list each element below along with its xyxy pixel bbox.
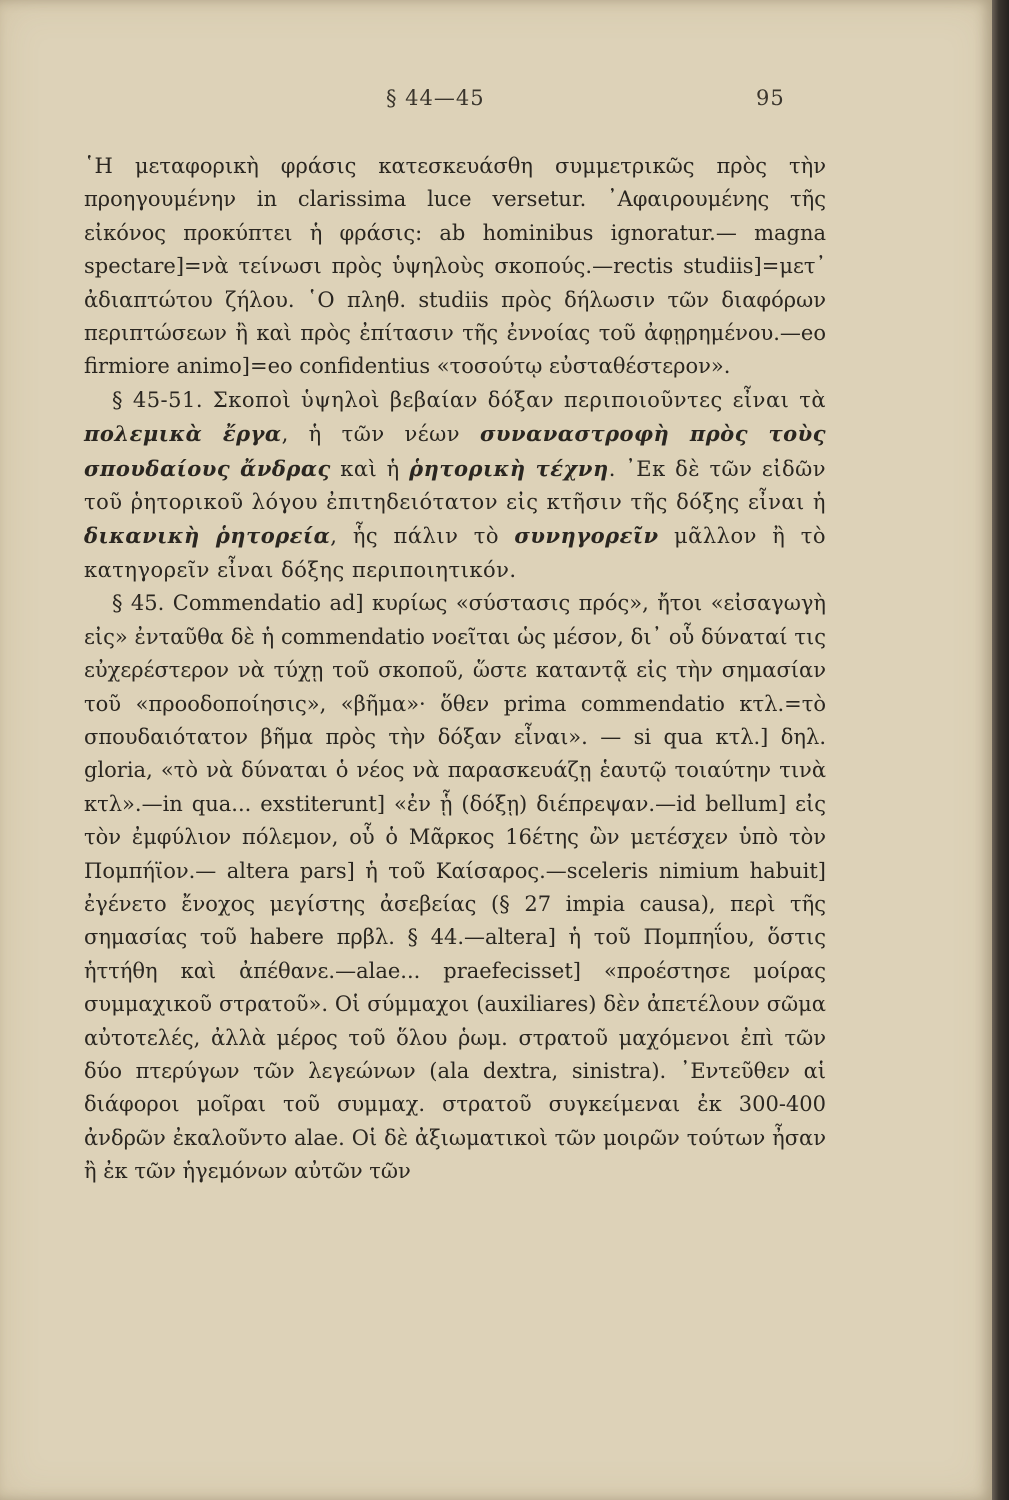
paragraph-3: § 45. Commendatio ad] κυρίως «σύστασις πρός», ἤτοι «εἰσαγωγὴ εἰς» ἐνταῦθα δὲ ἡ commendatio νοεῖται ὡς μέσον, δι᾿ οὗ δύναταί τις εὐχερέστερον νὰ τύχῃ τοῦ σκοποῦ, ὥστε καταντᾷ εἰς τὴν σημασίαν τοῦ «προοδοποίησις», «βῆμα»· ὅθεν prima commendatio κτλ.=τὸ σπουδαιότατον βῆμα πρὸς τὴν δόξαν εἶναι». — si qua κτλ.] δηλ. gloria, «τὸ νὰ δύναται ὁ νέος νὰ παρασκευάζῃ ἑαυτῷ τοιαύτην τινὰ κτλ».—in qua... exstiterunt] «ἐν ᾗ (δόξῃ) διέπρεψαν.—id bellum] εἰς τὸν ἐμφύλιον πόλεμον, οὗ ὁ Μᾶρκος 16έτης ὢν μετέσχεν ὑπὸ τὸν Πομπήϊον.— altera pars] ἡ τοῦ Καίσαρος.—sceleris nimium habuit] ἐγένετο ἔνοχος μεγίστης ἀσεβείας (§ 27 impia causa), περὶ τῆς σημασίας τοῦ habere πρβλ. § 44.—altera] ἡ τοῦ Πομπηΐου, ὅστις ἡττήθη καὶ ἀπέθανε.—alae... praefecisset] «προέστησε μοίρας συμμαχικοῦ στρατοῦ». Οἱ σύμμαχοι (auxiliares) δὲν ἀπετέλουν σῶμα αὐτοτελές, ἀλλὰ μέρος τοῦ ὅλου ῥωμ. στρατοῦ μαχόμενοι ἐπὶ τῶν δύο πτερύγων τῶν λεγεώνων (ala dextra, sinistra). ᾿Εντεῦθεν αἱ διάφοροι μοῖραι τοῦ συμμαχ. στρατοῦ συγκείμεναι ἐκ 300-400 ἀνδρῶν ἐκαλοῦντο alae. Οἱ δὲ ἀξιωματικοὶ τῶν μοιρῶν τούτων ἦσαν ἢ ἐκ τῶν ἡγεμόνων αὐτῶν τῶν (84, 591, 826, 1184)
text-run: , ἡ τῶν νέων (281, 422, 480, 447)
emphasis-term: συνηγορεῖν (514, 523, 659, 549)
running-header (0, 86, 992, 118)
book-edge (992, 0, 1009, 1500)
paragraph-2 (84, 384, 826, 587)
emphasis-term: δικανικὴ ῥητορεία (84, 523, 331, 549)
emphasis-term: πολεμικὰ ἔργα (84, 421, 282, 447)
page-number: 95 (756, 86, 785, 110)
emphasis-term: ῥητορικὴ τέχνη (409, 455, 609, 481)
text-run: καὶ ἡ (330, 456, 410, 481)
paragraph-1: ῾Η μεταφορικὴ φράσις κατεσκευάσθη συμμετρικῶς πρὸς τὴν προηγουμένην in clarissima luce versetur. ᾿Αφαιρουμένης τῆς εἰκόνος προκύπτει ἡ φράσις: ab hominibus ignoratur.— magna spectare]=νὰ τείνωσι πρὸς ὑψηλοὺς σκοπούς.—rectis studiis]=μετ᾿ ἀδιαπτώτου ζήλου. ῾Ο πληθ. studiis πρὸς δήλωσιν τῶν διαφόρων περιπτώσεων ἢ καὶ πρὸς ἐπίτασιν τῆς ἐννοίας τοῦ ἀφῃρημένου.—eo firmiore animo]=eo confidentius «τοσούτῳ εὐσταθέστερον». (84, 154, 826, 379)
text-run: § 45-51. Σκοποὶ ὑψηλοὶ βεβαίαν δόξαν περιποιοῦντες εἶναι τὰ (112, 387, 826, 412)
text-run: . ᾿Εκ δὲ τῶν εἰδῶν τοῦ ῥητορικοῦ λόγου ἐπιτηδειότατον εἰς κτῆσιν τῆς δόξης εἶναι ἡ (84, 456, 826, 515)
text-run: μᾶλλον ἢ τὸ κατηγορεῖν εἶναι δόξης περιποιητικόν. (84, 524, 826, 582)
section-reference: § 44—45 (386, 86, 485, 110)
body-text (84, 150, 826, 1189)
text-run: , ἧς πάλιν τὸ (330, 524, 515, 549)
emphasis-term: συναναστροφὴ πρὸς τοὺς σπουδαίους ἄνδρας (84, 421, 826, 481)
